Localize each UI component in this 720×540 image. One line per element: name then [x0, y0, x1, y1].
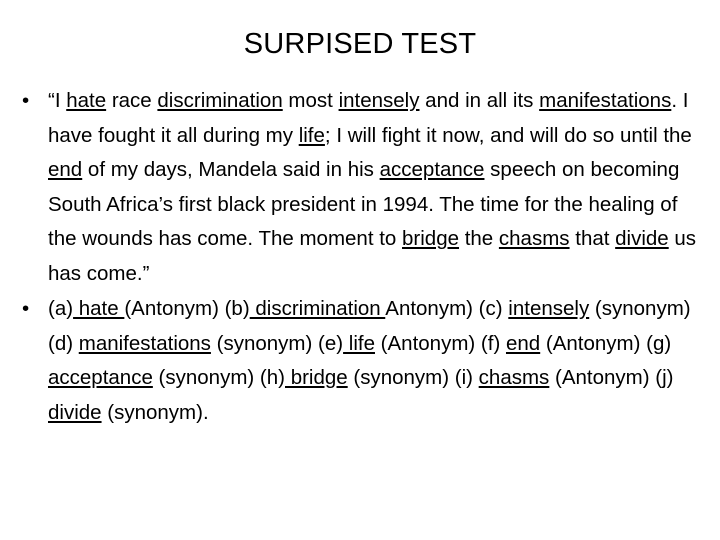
text-segment: us has come.” [48, 227, 697, 285]
underlined-term: intensely [338, 89, 420, 112]
text-segment: and in all its [419, 89, 540, 112]
bullet-quote [22, 84, 702, 291]
text-segment: (Antonym) (f) [374, 331, 506, 355]
text-segment: speech on becoming South Africa’s first black president in 1994. The time for the healing of the wounds has come. The moment to [48, 158, 680, 250]
text-segment: ; I will fight it now, and will do so until the [324, 123, 692, 147]
text-segment: (synonym). [101, 400, 209, 424]
underlined-term: chasms [478, 366, 550, 389]
text-segment: (synonym) (h) [152, 366, 285, 389]
underlined-term: discrimination [157, 89, 283, 112]
underlined-term: intensely [508, 297, 590, 320]
underlined-term: life [343, 331, 375, 355]
text-segment: (synonym) (d) [48, 297, 691, 355]
underlined-term: divide [615, 227, 669, 250]
text-segment: the [459, 227, 499, 250]
underlined-term: end [505, 331, 541, 355]
text-segment: most [282, 89, 339, 112]
underlined-term: hate [73, 297, 125, 320]
text-segment: of my days, Mandela said in his [82, 158, 380, 181]
text-segment: (synonym) (i) [347, 366, 479, 389]
text-segment: “I [48, 89, 67, 112]
bullet-task [22, 292, 702, 430]
bullet-list [22, 84, 702, 430]
text-segment: Antonym) (c) [385, 297, 509, 320]
text-segment: that [569, 227, 616, 250]
underlined-term: manifestations [78, 331, 211, 355]
underlined-term: end [48, 158, 83, 181]
slide-title: SURPISED TEST [243, 28, 477, 60]
underlined-term: discrimination [249, 297, 386, 320]
underlined-term: hate [66, 89, 107, 112]
underlined-term: divide [48, 400, 102, 424]
text-segment: race [106, 89, 158, 112]
underlined-term: acceptance [379, 158, 485, 181]
text-segment: . I have fought it all during my [48, 89, 689, 147]
underlined-term: chasms [498, 227, 570, 250]
underlined-term: bridge [402, 227, 460, 250]
underlined-term: manifestations [539, 89, 672, 112]
underlined-term: life [298, 123, 325, 147]
text-segment: (Antonym) (j) [549, 366, 674, 389]
underlined-term: acceptance [48, 366, 153, 389]
text-segment: (Antonym) (g) [540, 331, 672, 355]
text-segment: (Antonym) (b) [124, 297, 250, 320]
text-segment: (synonym) (e) [210, 331, 344, 355]
text-segment: (a) [48, 297, 74, 320]
underlined-term: bridge [285, 366, 348, 389]
